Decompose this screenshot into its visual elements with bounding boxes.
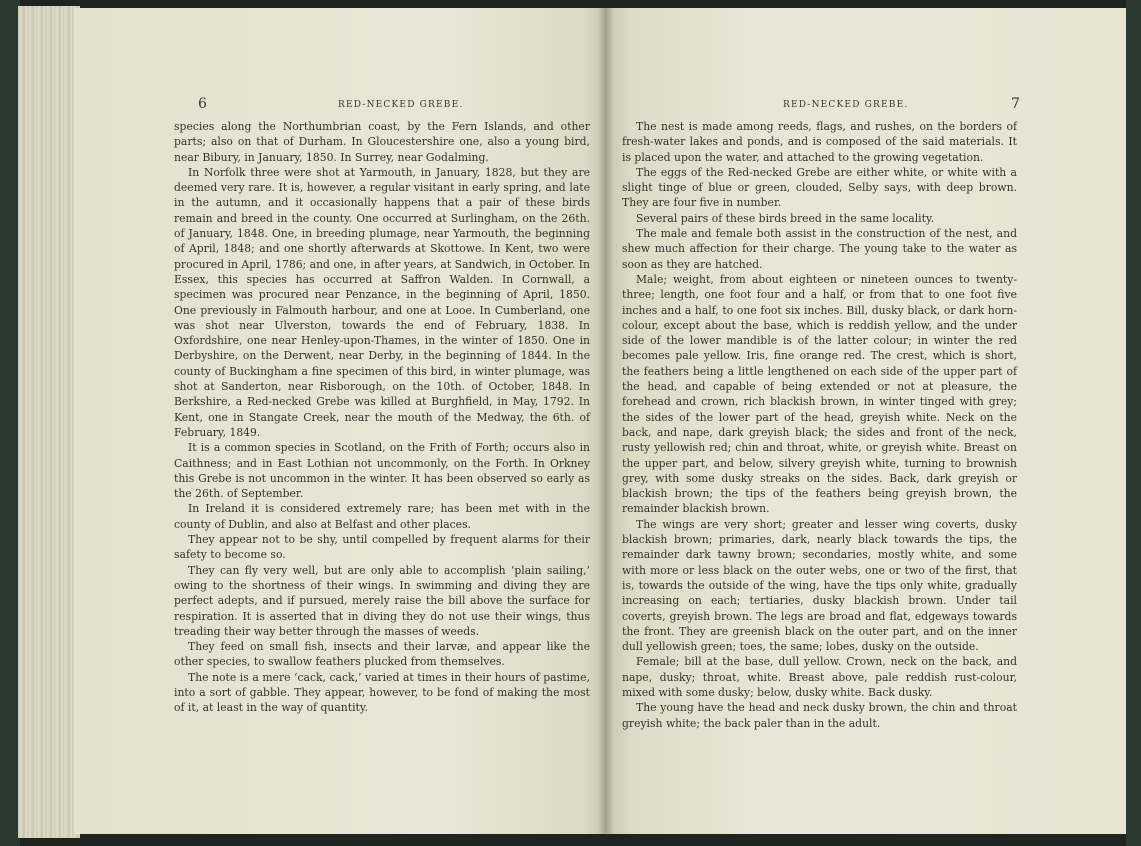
book-cover-edge-right <box>1126 0 1141 846</box>
page-number: 6 <box>198 96 207 112</box>
paragraph: It is a common species in Scotland, on the Frith of Forth; occurs also in Caithness; and in East Lothian not uncommonly, on the Forth. In Orkney this Grebe is not uncommon in the winter. It has been observed so early as the 26th. of September. <box>174 441 590 501</box>
book-gutter <box>598 8 614 834</box>
paragraph: The nest is made among reeds, flags, and rushes, on the borders of fresh-water lakes and ponds, and is composed of the said materials. It is placed upon the water, and attached to the growing vegetation. <box>622 120 1017 164</box>
right-page-text <box>622 119 1017 731</box>
paragraph: In Norfolk three were shot at Yarmouth, in January, 1828, but they are deemed very rare. It is, however, a regular visitant in early spring, and late in the autumn, and it occasionally happens that a pair of these birds remain and breed in the county. One occurred at Surlingham, on the 26th. of January, 1848. One, in breeding plumage, near Yarmouth, the beginning of April, 1848; and one shortly afterwards at Skottowe. In Kent, two were procured in April, 1786; and one, in after years, at Sandwich, in October. In Essex, this species has occurred at Saffron Walden. In Cornwall, a specimen was procured near Penzance, in the beginning of April, 1850. One previously in Falmouth harbour, and one at Looe. In Cumberland, one was shot near Ulverston, towards the end of February, 1838. In Oxfordshire, one near Henley-upon-Thames, in the winter of 1850. One in Derbyshire, on the Derwent, near Derby, in the beginning of 1844. In the county of Buckingham a fine specimen of this bird, in winter plumage, was shot at Sanderton, near Risborough, on the 10th. of October, 1848. In Berkshire, a Red-necked Grebe was killed at Burghfield, in May, 1792. In Kent, one in Stangate Creek, near the mouth of the Medway, the 6th. of February, 1849. <box>174 165 590 439</box>
page-stack-edges <box>18 6 80 838</box>
paragraph: The young have the head and neck dusky brown, the chin and throat greyish white; the back paler than in the adult. <box>622 701 1017 730</box>
paragraph: Male; weight, from about eighteen or nineteen ounces to twenty-three; length, one foot four and a half, or from that to one foot five inches and a half, to one foot six inches. Bill, dusky black, or dark horn-colour, except about the base, which is reddish yellow, and the under side of the lower mandible is of the latter colour; in winter the red becomes pale yellow. Iris, fine orange red. The crest, which is short, the feathers being a little lengthened on each side of the upper part of the head, and capable of being extended or not at pleasure, the forehead and crown, rich blackish brown, in winter tinged with grey; the sides of the lower part of the head, greyish white. Neck on the back, and nape, dark greyish black; the sides and front of the neck, rusty yellowish red; chin and throat, white, or greyish white. Breast on the upper part, and below, silvery greyish white, turning to brownish grey, with some dusky streaks on the sides. Back, dark greyish or blackish brown; the tips of the feathers being greyish brown, the remainder blackish brown. <box>622 272 1017 516</box>
book-cover-edge-left <box>0 0 20 846</box>
paragraph: They feed on small fish, insects and their larvæ, and appear like the other species, to swallow feathers plucked from themselves. <box>174 640 590 669</box>
right-page <box>606 8 1126 834</box>
paragraph: They appear not to be shy, until compelled by frequent alarms for their safety to become so. <box>174 533 590 562</box>
paragraph: They can fly very well, but are only able to accomplish ‘plain sailing,’ owing to the shortness of their wings. In swimming and diving they are perfect adepts, and if pursued, merely raise the bill above the surface for respiration. It is asserted that in diving they do not use their wings, thus treading their way better through the masses of weeds. <box>174 563 590 638</box>
paragraph: The note is a mere ‘cack, cack,’ varied at times in their hours of pastime, into a sort of gabble. They appear, however, to be fond of making the most of it, at least in the way of quantity. <box>174 670 590 715</box>
paragraph: Female; bill at the base, dull yellow. Crown, neck on the back, and nape, dusky; throat, white. Breast above, pale reddish rust-colour, mixed with some dusky; below, dusky white. Back dusky. <box>622 655 1017 699</box>
left-page-text <box>174 119 590 716</box>
running-head: RED-NECKED GREBE. <box>338 100 464 110</box>
paragraph: The male and female both assist in the construction of the nest, and shew much affection for their charge. The young take to the water as soon as they are hatched. <box>622 227 1017 271</box>
paragraph: The wings are very short; greater and lesser wing coverts, dusky blackish brown; primaries, dark, nearly black towards the tips, the remainder dark tawny brown; secondaries, mostly white, and some with more or less black on the outer webs, one or two of the first, that is, towards the outside of the wing, have the tips only white, gradually increasing on each; tertiaries, dusky blackish brown. Under tail coverts, greyish brown. The legs are broad and flat, edgeways towards the front. They are greenish black on the outer part, and on the inner dull yellowish green; toes, the same; lobes, dusky on the outside. <box>622 517 1017 654</box>
left-page <box>74 8 606 834</box>
paragraph: In Ireland it is considered extremely rare; has been met with in the county of Dublin, and also at Belfast and other places. <box>174 502 590 531</box>
running-head: RED-NECKED GREBE. <box>783 100 909 110</box>
page-number: 7 <box>1011 96 1020 112</box>
paragraph: species along the Northumbrian coast, by the Fern Islands, and other parts; also on that of Durham. In Gloucestershire one, also a young bird, near Bibury, in January, 1850. In Surrey, near Godalming. <box>174 120 590 164</box>
paragraph: The eggs of the Red-necked Grebe are either white, or white with a slight tinge of blue or green, clouded, Selby says, with deep brown. They are four five in number. <box>622 165 1017 210</box>
paragraph: Several pairs of these birds breed in the same locality. <box>636 211 935 225</box>
